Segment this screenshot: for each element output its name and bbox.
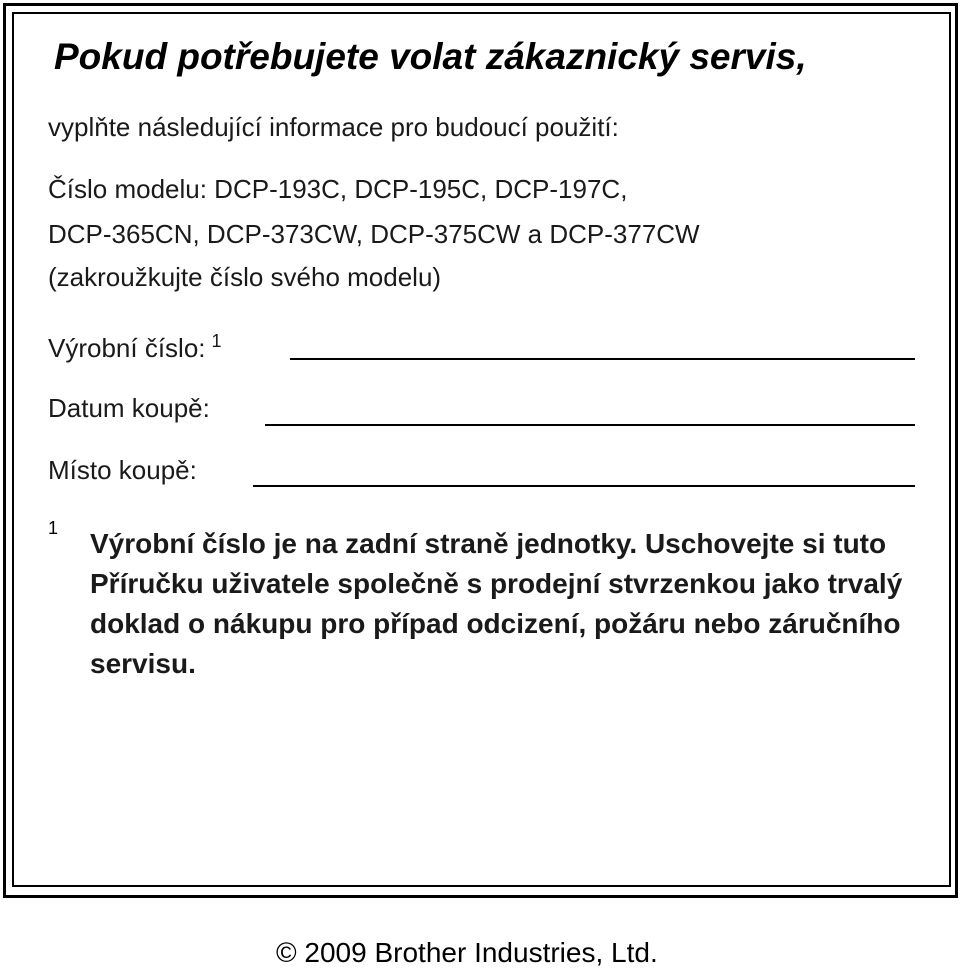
serial-number-line[interactable] [290, 358, 915, 360]
purchase-place-line[interactable] [253, 485, 915, 487]
footnote-marker: 1 [48, 518, 59, 538]
purchase-place-label: Místo koupě: [48, 455, 197, 485]
model-line-2: DCP-365CN, DCP-373CW, DCP-375CW a DCP-377CW [48, 219, 700, 249]
serial-footnote-marker: 1 [211, 331, 222, 351]
purchase-date-line[interactable] [265, 424, 915, 426]
model-line-3: (zakroužkujte číslo svého modelu) [48, 262, 442, 292]
copyright-footer: © 2009 Brother Industries, Ltd. [276, 937, 658, 968]
page-subtitle: vyplňte následující informace pro budoucí použití: [48, 112, 619, 142]
model-line-1: Číslo modelu: DCP-193C, DCP-195C, DCP-197C, [48, 174, 628, 204]
footnote-text: Výrobní číslo je na zadní straně jednotky. Uschovejte si tuto Příručku uživatele společně s prodejní stvrzenkou jako trvalý doklad o nákupu pro případ odcizení, požáru nebo záručního servisu. [90, 528, 903, 679]
serial-number-label-text: Výrobní číslo: [48, 333, 206, 363]
purchase-date-label: Datum koupě: [48, 393, 210, 423]
serial-number-label [48, 333, 222, 364]
page-title: Pokud potřebujete volat zákaznický servis, [54, 36, 807, 77]
inner-frame [12, 12, 951, 887]
